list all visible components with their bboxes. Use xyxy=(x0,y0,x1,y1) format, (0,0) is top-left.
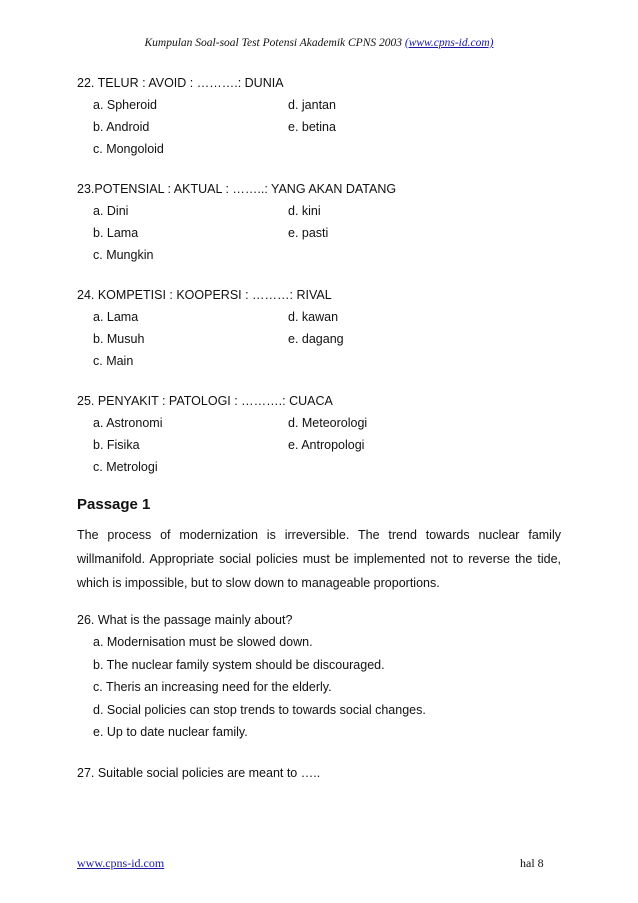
question-27: 27. Suitable social policies are meant to ….. xyxy=(77,765,321,780)
option: b. Musuh xyxy=(93,332,145,346)
option: a. Modernisation must be slowed down. xyxy=(93,635,313,649)
question-26: 26. What is the passage mainly about? xyxy=(77,613,293,627)
option: e. Antropologi xyxy=(288,438,365,452)
option: e. Up to date nuclear family. xyxy=(93,725,248,739)
question-24: 24. KOMPETISI : KOOPERSI : ………: RIVAL xyxy=(77,288,332,302)
option: a. Dini xyxy=(93,204,129,218)
option: b. The nuclear family system should be discouraged. xyxy=(93,657,385,672)
option: c. Mongoloid xyxy=(93,142,164,156)
question-22: 22. TELUR : AVOID : ……….: DUNIA xyxy=(77,76,284,90)
passage-body: The process of modernization is irreversible. The trend towards nuclear family willmanifold. Appropriate social policies must be implemented not to reverse the tide, which is impossible, but to slow down to manageable proportions. xyxy=(77,528,561,590)
option: d. kini xyxy=(288,204,321,218)
page-number: hal 8 xyxy=(520,856,544,870)
option: c. Theris an increasing need for the elderly. xyxy=(93,680,332,694)
options-26 xyxy=(77,631,561,744)
page-content xyxy=(77,72,561,784)
option: a. Spheroid xyxy=(93,98,157,112)
option: a. Lama xyxy=(93,310,139,324)
option: e. betina xyxy=(288,120,336,134)
options-25 xyxy=(77,412,561,478)
option: d. kawan xyxy=(288,310,339,324)
option: c. Metrologi xyxy=(93,460,158,474)
passage-title: Passage 1 xyxy=(77,496,151,513)
option: d. Meteorologi xyxy=(288,416,368,430)
question-25: 25. PENYAKIT : PATOLOGI : ……….: CUACA xyxy=(77,394,333,408)
option: c. Main xyxy=(93,354,134,368)
option: b. Lama xyxy=(93,226,139,240)
header-link[interactable]: (www.cpns-id.com) xyxy=(404,37,494,49)
option: e. dagang xyxy=(288,332,344,346)
option: d. Social policies can stop trends to towards social changes. xyxy=(93,702,426,717)
options-23 xyxy=(77,200,561,266)
footer-link[interactable]: www.cpns-id.com xyxy=(77,856,165,870)
header-title: Kumpulan Soal-soal Test Potensi Akademik CPNS 2003 xyxy=(144,37,402,49)
options-22 xyxy=(77,94,561,160)
option: c. Mungkin xyxy=(93,248,154,262)
option: a. Astronomi xyxy=(93,416,163,430)
page-header xyxy=(0,37,638,49)
option: d. jantan xyxy=(288,98,336,112)
options-24 xyxy=(77,306,561,372)
option: b. Fisika xyxy=(93,438,140,452)
option: e. pasti xyxy=(288,226,329,240)
question-23: 23.POTENSIAL : AKTUAL : ……..: YANG AKAN DATANG xyxy=(77,182,397,196)
option: b. Android xyxy=(93,120,150,134)
